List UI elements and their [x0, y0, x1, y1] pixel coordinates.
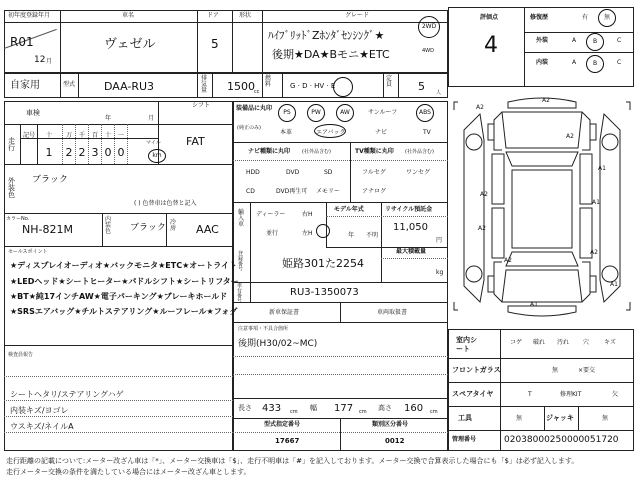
car-left-rear-fender	[494, 262, 502, 302]
management-label: 管理番号	[452, 436, 477, 443]
room-opt-dirt: 汚れ	[557, 339, 570, 346]
navi-sd: SD	[324, 169, 333, 176]
room-opt-burn: コゲ	[510, 339, 523, 346]
navi-dvd-play: DVD再生可	[276, 188, 308, 195]
diagram-mark-6: A2	[478, 225, 486, 232]
car-name: ヴェゼル	[104, 37, 156, 52]
car-left-rear-door	[492, 208, 504, 258]
car-right-front-door	[580, 154, 592, 204]
chassis-number: RU3-1350073	[290, 287, 359, 298]
car-name-label: 車名	[122, 12, 135, 19]
width-unit: cm	[359, 409, 367, 415]
odo-digit-4: 0	[104, 146, 112, 159]
car-right-rear-tyre	[590, 276, 596, 292]
height-value: 160	[404, 403, 424, 414]
car-trunk	[502, 270, 582, 302]
displacement-unit: cc	[254, 89, 260, 95]
height-label: 高さ	[378, 404, 392, 412]
drive-2wd: 2WD	[421, 23, 437, 30]
odo-unit-km: km	[152, 152, 162, 159]
car-right-front-wheel	[602, 134, 618, 150]
equip-navi: ナビ	[375, 129, 388, 136]
footer-note-1: 走行距離の記載について:メーター改ざん車は「*」、メーター交換車は「$」、走行不明車は「#」を記入しております。メーター交換で合算表示した場合にも「$」は必ず記入します。	[6, 457, 579, 465]
tool-label: 工具	[458, 414, 472, 422]
drive-2wd-circle	[418, 16, 440, 38]
registration-number: 姫路301た2254	[282, 257, 364, 270]
sales-point-1: ★ディスプレイオーディオ★バックモニタ★ETC★オートライト	[10, 261, 237, 270]
model-year-unknown: 不明	[366, 232, 379, 239]
recycle-value: 11,050	[393, 222, 428, 233]
car-left-side-profile	[464, 114, 484, 302]
car-right-rear-wheel	[602, 266, 618, 282]
diagram-mark-11: A1	[610, 281, 618, 288]
reg-date-label: 初年度登録年月	[8, 12, 51, 19]
room-seat-label: 室内シート	[456, 336, 477, 354]
odo-unit-km-circle	[148, 149, 166, 163]
inspection-year-unit: 年	[105, 115, 112, 122]
tv-note: (社外品含む)	[405, 149, 434, 155]
fuel-label: 燃料	[265, 75, 272, 88]
score-label: 評価点	[480, 14, 499, 21]
repair-label: 修復歴	[530, 14, 549, 21]
import-label: 輸入車	[238, 209, 245, 228]
tv-title: TV種類に丸印	[355, 148, 394, 155]
interior-color: ブラック	[130, 223, 166, 233]
grade-line-1: ﾊｲﾌﾞﾘｯﾄﾞZﾎﾝﾀﾞｾﾝｼﾝｸﾞ★	[268, 29, 385, 42]
model-year-unit: 年	[348, 232, 355, 239]
import-left: 左H	[302, 230, 313, 237]
height-unit: cm	[430, 409, 438, 415]
max-load-unit: kg	[436, 269, 444, 276]
diagram-mark-9: A2	[504, 257, 512, 264]
odo-digit-1: 2	[65, 146, 73, 159]
length-value: 433	[262, 403, 282, 414]
car-rear-bumper	[508, 306, 576, 316]
glass-replace: ×要交	[578, 367, 596, 374]
model-label: 型式	[63, 81, 76, 88]
inspector-line-1: シートヘタリ/ステアリングハゲ	[10, 390, 124, 399]
diagram-mark-10: A1	[530, 301, 538, 308]
tool-value: 無	[516, 415, 523, 422]
door-label: ドア	[207, 12, 219, 19]
odo-digit-5: 0	[117, 146, 125, 159]
equip-leather: 本革	[280, 129, 293, 136]
room-opt-tear: 破れ	[533, 339, 546, 346]
car-right-side-profile	[600, 114, 620, 302]
odo-header-2: 万	[65, 132, 72, 139]
reg-year: R01	[10, 35, 34, 49]
car-right-rear-fender	[582, 262, 590, 302]
displacement-label: 排気量	[201, 75, 208, 94]
sales-point-2: ★LEDヘッド★シートヒーター★パドルシフト★シートリフター	[10, 277, 239, 286]
odo-header-4: 百	[91, 132, 98, 139]
ac-type: AAC	[196, 223, 219, 236]
recycle-label: リサイクル預託金	[385, 206, 433, 213]
equip-ps: PS	[283, 109, 291, 116]
capacity: 5	[418, 80, 425, 93]
model-designation-number: 17667	[275, 437, 300, 445]
tv-oneseg: ワンセグ	[406, 169, 431, 176]
navi-dvd: DVD	[286, 169, 300, 176]
sales-point-4: ★SRSエアバッグ★チルトステアリング★ルーフレール★フォグ	[10, 307, 238, 316]
car-bracket-br	[626, 302, 630, 310]
odo-header-5: 十	[104, 132, 111, 139]
management-number: 02038000250000051720	[504, 435, 619, 445]
equip-aw: AW	[340, 109, 350, 116]
inspector-line-2: 内装キズ/ヨゴレ	[10, 406, 69, 415]
use-type: 自家用	[10, 80, 40, 91]
shift-value: FAT	[186, 135, 205, 148]
recycle-unit: 円	[436, 237, 443, 244]
max-load-label: 最大積載量	[396, 248, 427, 255]
import-left-circle	[316, 224, 330, 238]
diagram-mark-5: A2	[480, 191, 488, 198]
car-windshield	[506, 152, 578, 166]
jack-label: ジャッキ	[546, 414, 574, 422]
room-opt-scratch: キズ	[604, 339, 616, 346]
odo-digit-3: 3	[91, 146, 99, 159]
car-roof	[512, 170, 572, 248]
sales-points-title: セールスポイント	[8, 249, 48, 255]
diagram-mark-8: A2	[590, 249, 598, 256]
interior-label: 内装色	[105, 216, 112, 235]
navi-hdd: HDD	[246, 169, 260, 176]
spare-missing: 欠	[612, 391, 619, 398]
navi-memory: メモリー	[316, 188, 341, 195]
equip-aw-circle	[336, 104, 354, 122]
owner-manual: 車両取扱書	[377, 309, 408, 316]
interior-grade-b-circle	[586, 55, 604, 73]
interior-grade-label: 内装	[536, 59, 549, 66]
inspection-month-unit: 月	[148, 115, 155, 122]
shift-label: シフト	[192, 102, 211, 109]
import-right: 右H	[302, 211, 313, 218]
length-unit: cm	[290, 409, 298, 415]
inspector-line-3: ウスキズ/ネイルA	[10, 422, 74, 431]
car-right-front-tyre	[590, 124, 596, 140]
glass-none: 無	[552, 367, 559, 374]
exterior-label: 外装色	[8, 177, 15, 199]
history-text: 後期(H30/02~MC)	[238, 339, 318, 349]
reg-month: 12	[34, 55, 46, 65]
inspector-title: 検査員報告	[8, 352, 34, 358]
car-left-rear-tyre	[488, 276, 494, 292]
history-title: 注意事項・不具合箇所	[238, 326, 289, 332]
car-diagram	[450, 90, 634, 326]
warranty-book: 新車保証書	[269, 309, 300, 316]
jack-value: 無	[602, 415, 609, 422]
navi-cd: CD	[246, 188, 255, 195]
displacement: 1500	[227, 80, 255, 93]
car-left-front-fender	[494, 112, 502, 150]
exterior-color: ブラック	[32, 175, 68, 185]
capacity-unit: 人	[436, 90, 442, 96]
equip-pw: PW	[311, 109, 321, 116]
width-value: 177	[334, 403, 354, 414]
diagram-mark-4: A1	[598, 165, 606, 172]
odo-header-6: 一	[117, 132, 124, 139]
chassis-label: 車台番号	[237, 283, 243, 304]
mileage-label: 走行	[8, 137, 15, 152]
capacity-label: 定員	[386, 75, 393, 88]
odo-digit-0: 1	[45, 146, 53, 159]
equip-tv: TV	[423, 129, 431, 136]
color-no-label: カラーNo.	[6, 216, 30, 222]
model-designation-label: 型式指定番号	[264, 421, 301, 428]
equip-ps-circle	[278, 104, 296, 122]
exterior-grade-b-circle	[586, 33, 604, 51]
exterior-grade-label: 外装	[536, 37, 549, 44]
inspection-label: 車検	[26, 109, 40, 117]
glass-label: フロントガラス	[452, 366, 501, 374]
equipment-title: 装備品に丸印	[236, 105, 273, 112]
room-opt-hole: 穴	[583, 339, 590, 346]
exterior-grade-b: B	[592, 38, 598, 45]
spare-t: T	[528, 391, 532, 398]
interior-grade-a: A	[572, 59, 577, 66]
length-label: 長さ	[238, 404, 252, 412]
navi-title: ナビ種類に丸印	[248, 148, 291, 155]
diagram-mark-1: A2	[542, 97, 550, 104]
car-bracket-bl	[454, 302, 458, 310]
car-bracket-tl	[454, 102, 458, 110]
repair-no: 無	[603, 14, 610, 21]
ac-label: 冷房	[170, 219, 177, 232]
equip-pw-circle	[307, 104, 325, 122]
repair-yes: 有	[582, 14, 589, 21]
exterior-note: ( ) 色替車は色替と記入	[134, 200, 197, 207]
color-no: NH-821M	[22, 223, 73, 236]
equip-abs: ABS	[419, 109, 431, 116]
car-left-rear-wheel	[466, 266, 482, 282]
width-label: 幅	[310, 404, 317, 412]
sales-point-3: ★BT★純17インチAW★電子パーキング★ブレーキホールド	[10, 292, 228, 301]
fuel-options: G · D · HV · E	[290, 82, 336, 90]
equip-sunroof: サンルーフ	[368, 109, 398, 116]
diagram-mark-3: A2	[566, 133, 574, 140]
car-left-front-door	[492, 154, 504, 204]
diagram-mark-2: A2	[476, 104, 484, 111]
equip-airbag: エアバック	[316, 129, 346, 136]
car-hood	[502, 112, 582, 148]
class-number-label: 類別区分番号	[372, 421, 409, 428]
diagram-mark-7: A1	[592, 199, 600, 206]
drive-4wd: 4WD	[422, 48, 434, 54]
model-code: DAA-RU3	[104, 80, 155, 93]
import-parallel: 並行	[266, 230, 279, 237]
tv-analog: アナログ	[362, 188, 387, 195]
equip-abs-circle	[416, 104, 434, 122]
grade-line-2: 後期★DA★Bモニ★ETC	[272, 48, 390, 61]
registration-label: 登録番号	[238, 251, 244, 272]
exterior-grade-a: A	[572, 37, 577, 44]
odo-header-1: 十	[45, 132, 52, 139]
car-bracket-tr	[626, 102, 630, 110]
class-number: 0012	[385, 437, 405, 445]
car-left-front-wheel	[466, 134, 482, 150]
repair-no-circle	[598, 9, 616, 27]
car-rear-window	[506, 252, 578, 266]
tv-fullseg: フルセグ	[362, 169, 386, 176]
odo-digit-2: 2	[78, 146, 86, 159]
odo-header-0: 記号	[22, 132, 35, 139]
fuel-selected-circle	[333, 77, 353, 97]
grade-label: グレード	[345, 12, 370, 19]
odo-unit-mile: マイル	[146, 140, 161, 146]
score-value: 4	[484, 33, 498, 58]
spare-kit: 修理KIT	[560, 391, 582, 398]
odo-header-3: 千	[78, 132, 85, 139]
import-dealer: ディーラー	[256, 211, 286, 218]
interior-grade-c: C	[617, 59, 622, 66]
footer-note-2: 走行メーター交換の条件を満たしている場合にはメーター改ざん車とします。	[6, 468, 251, 476]
door-count: 5	[211, 37, 219, 51]
shape-label: 形状	[239, 12, 252, 19]
car-right-front-fender	[582, 112, 590, 150]
spare-label: スペアタイヤ	[452, 390, 494, 398]
equipment-note: (純正のみ)	[237, 125, 261, 131]
model-year-label: モデル年式	[334, 206, 364, 213]
reg-month-unit: 月	[46, 58, 53, 65]
navi-note: (社外品含む)	[302, 149, 331, 155]
exterior-grade-c: C	[617, 37, 622, 44]
interior-grade-b: B	[592, 60, 598, 67]
car-left-front-tyre	[488, 124, 494, 140]
